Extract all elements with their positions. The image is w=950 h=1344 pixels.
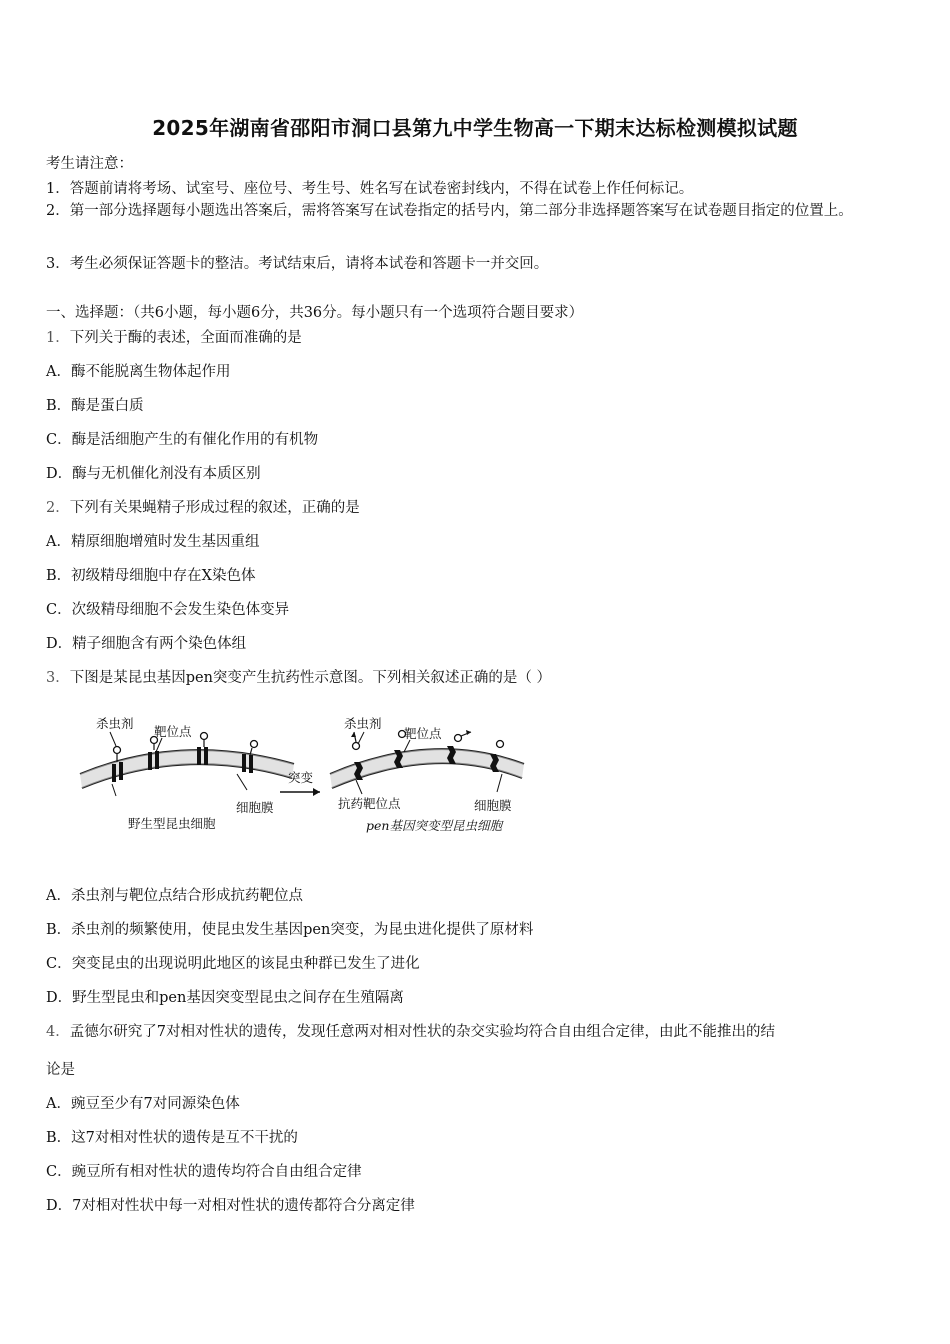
q2-option-a: A．精原细胞增殖时发生基因重组 bbox=[46, 534, 260, 550]
left-inflow-arrow bbox=[112, 784, 116, 796]
question-4-stem-cont: 论是 bbox=[46, 1062, 75, 1078]
mutation-arrowhead bbox=[313, 788, 320, 796]
question-number: 2． bbox=[46, 500, 70, 516]
q2-option-b: B．初级精母细胞中存在X染色体 bbox=[46, 568, 256, 584]
question-3-stem bbox=[46, 666, 551, 687]
right-insecticide-pointer bbox=[358, 732, 364, 744]
q3-option-a: A．杀虫剂与靶位点结合形成抗药靶位点 bbox=[46, 888, 303, 904]
q1-option-b: B．酶是蛋白质 bbox=[46, 398, 144, 414]
left-insecticide-pointer bbox=[110, 732, 116, 746]
right-target-pointer bbox=[404, 740, 410, 752]
left-caption: 野生型昆虫细胞 bbox=[128, 816, 216, 831]
question-text: 下列有关果蝇精子形成过程的叙述，正确的是 bbox=[69, 500, 360, 516]
question-text: 下列关于酶的表述，全面而准确的是 bbox=[69, 330, 302, 346]
question-number: 1． bbox=[46, 330, 70, 346]
page-title: 2025年湖南省邵阳市洞口县第九中学生物高一下期末达标检测模拟试题 bbox=[152, 116, 798, 140]
q2-option-d: D．精子细胞含有两个染色体组 bbox=[46, 636, 247, 652]
left-membrane-pointer bbox=[237, 774, 247, 790]
left-insecticide-label: 杀虫剂 bbox=[96, 716, 134, 731]
question-number: 4． bbox=[46, 1024, 70, 1040]
q4-option-d: D．7对相对性状中每一对相对性状的遗传都符合分离定律 bbox=[46, 1198, 415, 1214]
notice-item-1: 1．答题前请将考场、试室号、座位号、考生号、姓名写在试卷密封线内，不得在试卷上作任何标记。 bbox=[46, 181, 694, 197]
notice-item-2: 2．第一部分选择题每小题选出答案后，需将答案写在试卷指定的括号内，第二部分非选择题答案写在试卷题目指定的位置上。 bbox=[46, 203, 853, 219]
right-resistant-label: 抗药靶位点 bbox=[338, 796, 401, 811]
q1-option-a: A．酶不能脱离生物体起作用 bbox=[46, 364, 231, 380]
question-number: 3． bbox=[46, 670, 70, 686]
left-membrane-label: 细胞膜 bbox=[236, 800, 274, 815]
notice-item-3: 3．考生必须保证答题卡的整洁。考试结束后，请将本试卷和答题卡一并交回。 bbox=[46, 256, 549, 272]
right-resistant-pointer bbox=[356, 780, 362, 794]
question-1-stem bbox=[46, 326, 302, 347]
q4-option-c: C．豌豆所有相对性状的遗传均符合自由组合定律 bbox=[46, 1164, 362, 1180]
left-target-label: 靶位点 bbox=[154, 724, 192, 739]
q3-option-d: D．野生型昆虫和pen基因突变型昆虫之间存在生殖隔离 bbox=[46, 990, 404, 1006]
right-caption: pen基因突变型昆虫细胞 bbox=[366, 818, 502, 833]
right-target-label: 靶位点 bbox=[404, 726, 442, 741]
q4-option-b: B．这7对相对性状的遗传是互不干扰的 bbox=[46, 1130, 298, 1146]
q3-option-c: C．突变昆虫的出现说明此地区的该昆虫种群已发生了进化 bbox=[46, 956, 420, 972]
question-text: 孟德尔研究了7对相对性状的遗传，发现任意两对相对性状的杂交实验均符合自由组合定律，由此不能推出的结 bbox=[69, 1024, 775, 1040]
question-2-stem bbox=[46, 496, 360, 517]
q4-option-a: A．豌豆至少有7对同源染色体 bbox=[46, 1096, 240, 1112]
q2-option-c: C．次级精母细胞不会发生染色体变异 bbox=[46, 602, 290, 618]
right-membrane-pointer bbox=[497, 774, 502, 792]
section-heading: 一、选择题：（共6小题，每小题6分，共36分。每小题只有一个选项符合题目要求） bbox=[46, 305, 584, 321]
right-membrane-label: 细胞膜 bbox=[474, 798, 512, 813]
question-text: 下图是某昆虫基因pen突变产生抗药性示意图。下列相关叙述正确的是（ ） bbox=[69, 670, 552, 686]
question-4-stem bbox=[46, 1020, 775, 1041]
q1-option-d: D．酶与无机催化剂没有本质区别 bbox=[46, 466, 261, 482]
mutation-arrow-label: 突变 bbox=[288, 770, 314, 785]
notice-heading: 考生请注意： bbox=[46, 156, 133, 172]
q1-option-c: C．酶是活细胞产生的有催化作用的有机物 bbox=[46, 432, 319, 448]
right-insecticide-label: 杀虫剂 bbox=[344, 716, 382, 731]
q3-option-b: B．杀虫剂的频繁使用，使昆虫发生基因pen突变，为昆虫进化提供了原材料 bbox=[46, 922, 534, 938]
pen-mutation-figure bbox=[72, 712, 542, 847]
